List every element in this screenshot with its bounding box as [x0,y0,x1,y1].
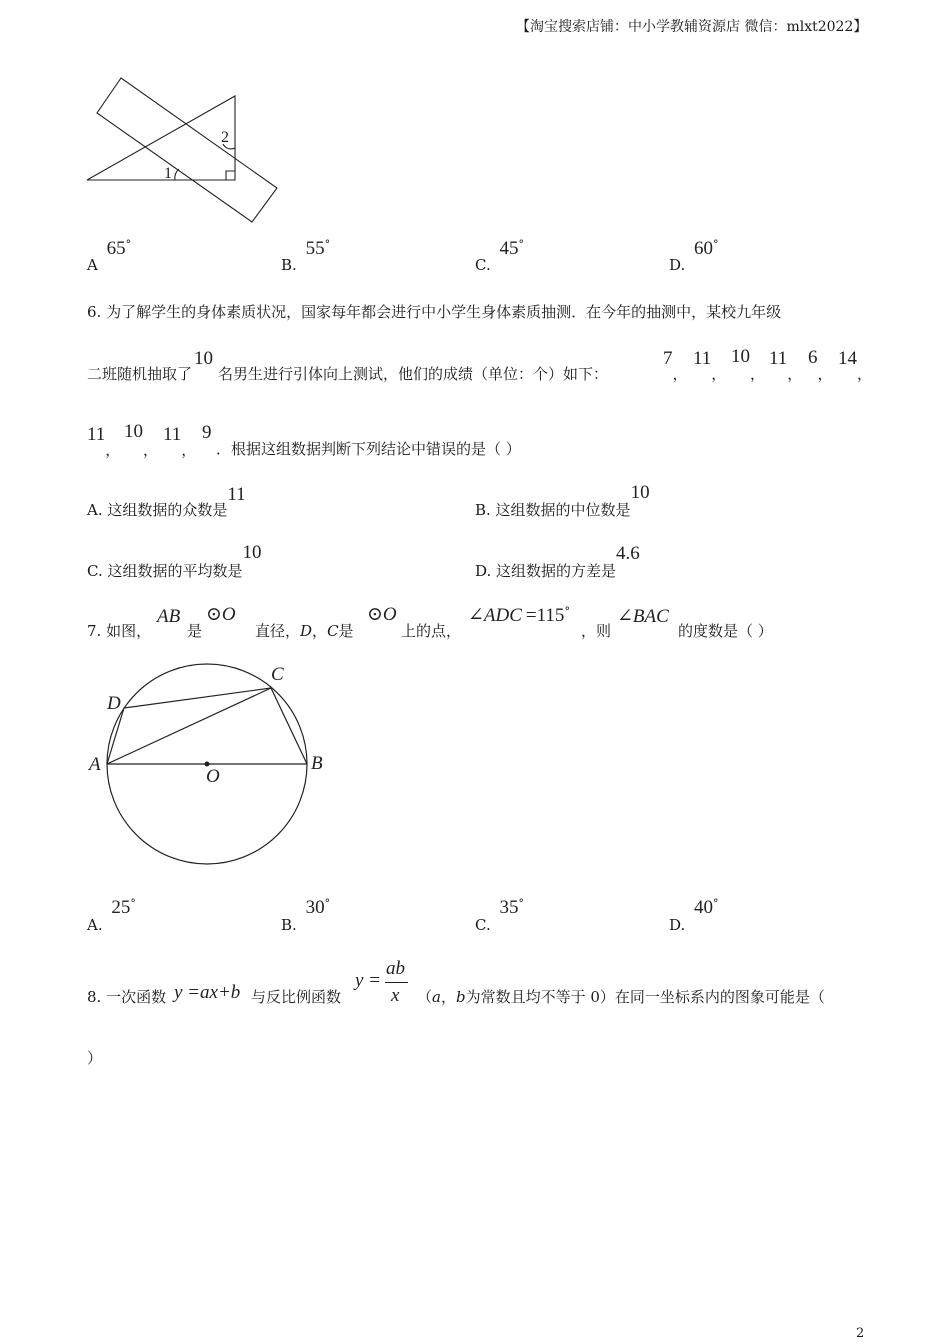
q6-option-b: B. 这组数据的中位数是10 [475,482,650,519]
q8-denominator: x [391,985,400,1006]
q8-fraction-bar [385,982,408,983]
page-header: 【淘宝搜索店铺：中小学教辅资源店 微信：mlxt2022】 [516,19,868,35]
q5-option-b: B. 55° [281,238,331,274]
q6-option-c: C. 这组数据的平均数是10 [87,542,262,580]
q6-question: ．根据这组数据判断下列结论中错误的是（ ） [216,440,521,458]
q6-score-5: 6， [808,347,833,383]
chord-cb [271,688,307,764]
q7-angle-bac: ∠BAC [617,606,669,627]
point-b-label: B [311,753,323,774]
q7-t5: 上的点， [401,622,462,640]
q6-score-10: 9 [202,422,212,443]
q8-y-eq: y = [355,970,382,991]
q8-t4: ） [87,1049,103,1067]
q6-score-2: 11， [693,348,727,383]
point-a-label: A [89,754,101,775]
right-angle-mark [226,171,235,180]
q6-score-1: 7， [663,348,688,383]
triangle [87,96,235,180]
q8-linear-function: y =ax+b [174,982,241,1003]
angle-1-label: 1 [164,165,172,182]
q6-option-a: A. 这组数据的众数是11 [87,484,246,519]
q5-option-a: A 65° [87,238,132,274]
q6-score-7: 11， [87,424,121,459]
q7-ab: AB [157,606,181,627]
ruler-strip [97,78,277,222]
page-number: 2 [856,1326,865,1341]
angle-2-label: 2 [221,129,229,146]
q6-score-8: 10， [124,421,159,459]
q5-option-c: C. 45° [475,238,524,274]
q6-option-d: D. 这组数据的方差是4.6 [475,543,640,580]
q6-line2: 二班随机抽取了10名男生进行引体向上测试，他们的成绩（单位：个）如下： [87,348,609,383]
q6-score-3: 10， [731,346,766,383]
q6-score-6: 14， [838,348,873,383]
q7-t3: 直径，D，C是 [255,622,354,640]
chord-ad [107,708,124,764]
q7-circle-o-2: ⊙O [367,604,397,625]
point-d-label: D [107,693,121,714]
q6-score-4: 11， [769,348,803,383]
q7-figure [80,655,340,875]
point-c-label: C [271,664,284,685]
q7-circle-o-1: ⊙O [206,604,236,625]
q7-angle-adc: ∠ADC =115° [468,605,570,626]
q7-t2: 是 [187,622,203,640]
q8-t2: 与反比例函数 [251,988,342,1006]
q6-score-9: 11， [163,424,197,459]
q7-t6: ，则 [581,622,612,640]
q7-t7: 的度数是（ ） [678,622,773,640]
q7-option-b: B. 30° [281,897,331,934]
q7-t1: 7. 如图， [87,622,152,640]
q7-option-a: A. 25° [87,897,136,934]
q5-option-d: D. 60° [669,238,719,274]
q7-option-c: C. 35° [475,897,524,934]
q8-t1: 8. 一次函数 [87,988,167,1006]
q6-line1: 6. 为了解学生的身体素质状况，国家每年都会进行中小学生身体素质抽测．在今年的抽测中，某校九年级 [87,303,782,321]
q8-t3: （a，b为常数且均不等于 0）在同一坐标系内的图象可能是（ [417,988,825,1006]
q5-figure [80,70,290,230]
q8-numerator: ab [386,958,405,979]
point-o-label: O [206,766,220,787]
q7-option-d: D. 40° [669,897,719,934]
